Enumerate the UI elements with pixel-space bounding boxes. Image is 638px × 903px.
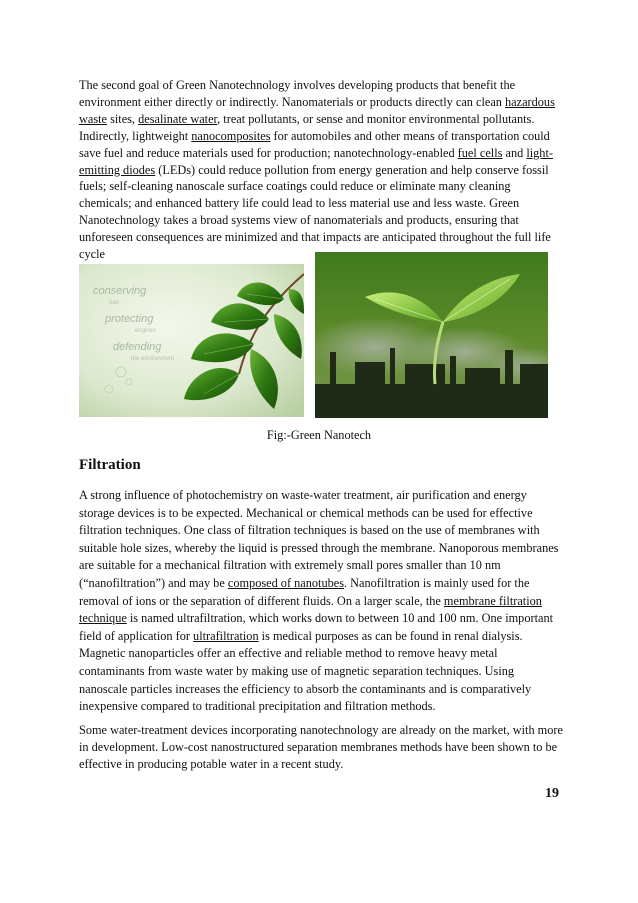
text-run: is named ultrafiltration, which works down to between 10 and 100 nm. One important field of application for <box>79 611 554 643</box>
link-desalinate-water[interactable]: desalinate water <box>138 111 218 126</box>
text-run: is medical purposes as can be found in renal dialysis. Magnetic nanoparticles offer an effective and reliable method to remove heavy metal contaminants from waste water by making use of magnetic separation techniques. Using nanoscale particles increases the efficiency to absorb the contaminants and is comparatively inexpensive compared to traditional precipitation and filtration methods. <box>79 628 532 714</box>
paragraph-green-nanotech-goal <box>79 77 563 263</box>
text-run: for automobiles and other means of transportation could save fuel and reduce materials used for production; nanotechnology-enabled <box>79 128 550 160</box>
image-text-environment: the environment <box>131 356 175 362</box>
link-composed-of-nanotubes[interactable]: composed of nanotubes <box>227 575 344 590</box>
link-light-emitting-diodes[interactable]: light-emitting diodes <box>79 145 553 177</box>
figure-caption: Fig:-Green Nanotech <box>266 428 372 442</box>
text-run: A strong influence of photochemistry on waste-water treatment, air purification and energy storage devices is to be expected. Mechanical or chemical methods can be used for effective filtration techniques. One class of filtration techniques is based on the use of membranes with suitable hole sizes, whereby the liquid is pressed through the membrane. Nanoporous membranes are suitable for a mechanical filtration with extremely small pores smaller than 10 nm (“nanofiltration”) and may be <box>79 488 559 590</box>
image-text-protecting: protecting <box>105 313 154 325</box>
link-hazardous-waste[interactable]: hazardous waste <box>79 94 555 126</box>
text-run: , treat pollutants, or sense and monitor environmental pollutants. Indirectly, lightweight <box>79 111 535 143</box>
image-text-fuel: fuel <box>109 300 119 306</box>
link-fuel-cells[interactable]: fuel cells <box>457 145 503 160</box>
text-run: and <box>502 145 527 160</box>
link-ultrafiltration[interactable]: ultrafiltration <box>193 628 259 643</box>
text-run: (LEDs) could reduce pollution from energy generation and help conserve fossil fuels; self-cleaning nanoscale surface coatings could reduce or eliminate many cleaning chemicals; and enhanced battery life could lead to less material use and less waste. Green Nanotechnology takes a broad systems view of nanomaterials and products, ensuring that unforeseen consequences are minimized and that impacts are anticipated throughout the full life cycle <box>79 162 551 262</box>
paragraph-water-treatment: Some water-treatment devices incorporating nanotechnology are already on the market, with more in development. Low-cost nanostructured separation membranes methods have been shown to be effective in producing potable water in a recent study. <box>79 723 563 771</box>
text-run: The second goal of Green Nanotechnology involves developing products that benefit the environment either directly or indirectly. Nanomaterials or products directly can clean <box>79 78 516 109</box>
text-run: sites, <box>107 111 139 126</box>
link-nanocomposites[interactable]: nanocomposites <box>191 128 271 143</box>
paragraph-filtration <box>79 487 563 716</box>
image-text-engines: engines <box>135 328 157 334</box>
link-membrane-filtration-technique[interactable]: membrane filtration technique <box>79 593 542 626</box>
text-run: . Nanofiltration is mainly used for the removal of ions or the separation of different fluids. On a larger scale, the <box>79 575 530 608</box>
page-number: 19 <box>545 786 559 801</box>
section-heading-filtration: Filtration <box>79 457 141 473</box>
seedling-factory-image <box>315 252 548 418</box>
image-text-conserving: conserving <box>93 285 147 297</box>
green-leaves-image <box>79 264 304 417</box>
image-text-defending: defending <box>113 341 162 353</box>
